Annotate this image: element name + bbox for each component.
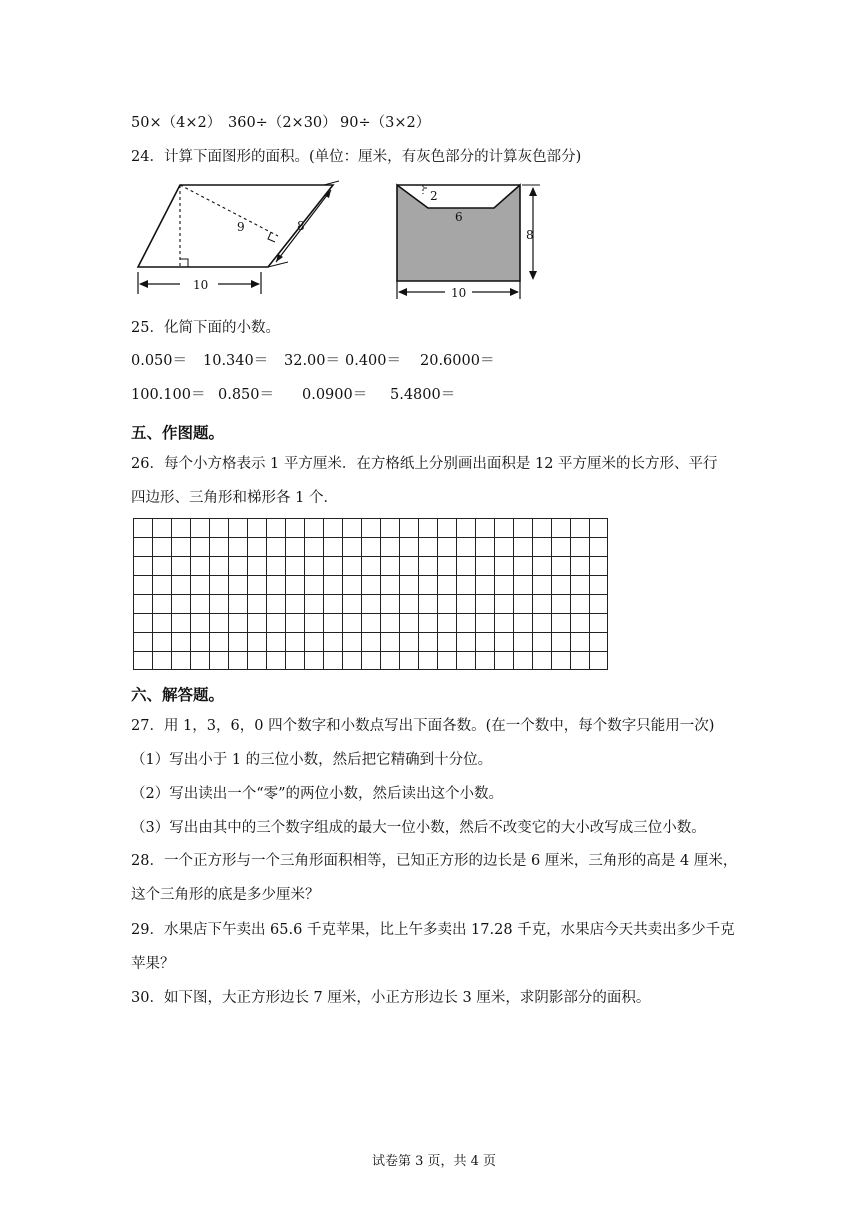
base-arrow-right-2 (510, 288, 519, 296)
q24-text: 24．计算下面图形的面积。(单位：厘米，有灰色部分的计算灰色部分) (131, 149, 582, 165)
label-base-10-2: 10 (451, 286, 467, 300)
q27-sub3: （3）写出由其中的三个数字组成的最大一位小数，然后不改变它的大小改写成三位小数。 (131, 820, 706, 836)
q24-shaded-figure (390, 178, 550, 302)
q30-text: 30．如下图，大正方形边长 7 厘米，小正方形边长 3 厘米，求阴影部分的面积。 (131, 990, 651, 1006)
base-arrow-left-2 (398, 288, 407, 296)
q24-parallelogram-figure (128, 178, 343, 300)
q25-text: 25．化简下面的小数。 (131, 320, 280, 336)
q29-line2: 苹果？ (131, 956, 175, 972)
height-arrow-up (529, 187, 537, 196)
q25-r1-4: 0.400＝ (345, 353, 402, 369)
q28-line1: 28．一个正方形与一个三角形面积相等，已知正方形的边长是 6 厘米，三角形的高是 4 厘米， (131, 853, 738, 869)
right-angle-mark-2 (268, 232, 275, 242)
section6-heading: 六、解答题。 (131, 686, 225, 704)
section5-heading: 五、作图题。 (131, 424, 225, 442)
label-base-10: 10 (193, 278, 209, 292)
q28-line2: 这个三角形的底是多少厘米？ (131, 887, 320, 903)
label-top-6: 6 (455, 210, 463, 224)
q25-r1-1: 0.050＝ (131, 353, 188, 369)
q25-r2-1: 100.100＝ (131, 387, 206, 403)
q23-expr-3: 90÷（3×2） (340, 115, 431, 131)
q29-line1: 29．水果店下午卖出 65.6 千克苹果，比上午多卖出 17.28 千克，水果店今天共卖出多少千克 (131, 922, 735, 938)
height-arrow-down (529, 271, 537, 280)
base-arrow-right (251, 280, 260, 288)
label-notch-2: 2 (430, 189, 438, 203)
q25-r2-4: 5.4800＝ (390, 387, 456, 403)
parallelogram-diag-dashed (180, 185, 278, 236)
q23-expr-2: 360÷（2×30） (228, 115, 337, 131)
label-height-8: 8 (526, 228, 534, 242)
q27-sub1: （1）写出小于 1 的三位小数，然后把它精确到十分位。 (131, 752, 493, 768)
q25-r2-3: 0.0900＝ (302, 387, 368, 403)
grid-paper (133, 518, 608, 670)
q25-r1-2: 10.340＝ (203, 353, 269, 369)
label-side-8: 8 (297, 219, 305, 233)
right-angle-mark (180, 259, 188, 267)
q27-sub2: （2）写出读出一个“零”的两位小数，然后读出这个小数。 (131, 786, 504, 802)
label-height-9: 9 (237, 220, 245, 234)
q25-r1-5: 20.6000＝ (420, 353, 495, 369)
q25-r2-2: 0.850＝ (218, 387, 275, 403)
q26-line1: 26．每个小方格表示 1 平方厘米．在方格纸上分别画出面积是 12 平方厘米的长方形、平行 (131, 456, 718, 472)
base-arrow-left (139, 280, 148, 288)
q27-text: 27．用 1，3，6，0 四个数字和小数点写出下面各数。(在一个数中，每个数字只能用一次) (131, 718, 715, 734)
q23-expr-1: 50×（4×2） (131, 115, 222, 131)
shaded-region (397, 185, 520, 281)
q25-r1-3: 32.00＝ (284, 353, 341, 369)
q26-line2: 四边形、三角形和梯形各 1 个． (131, 490, 338, 506)
page-footer: 试卷第 3 页，共 4 页 (371, 1154, 497, 1169)
